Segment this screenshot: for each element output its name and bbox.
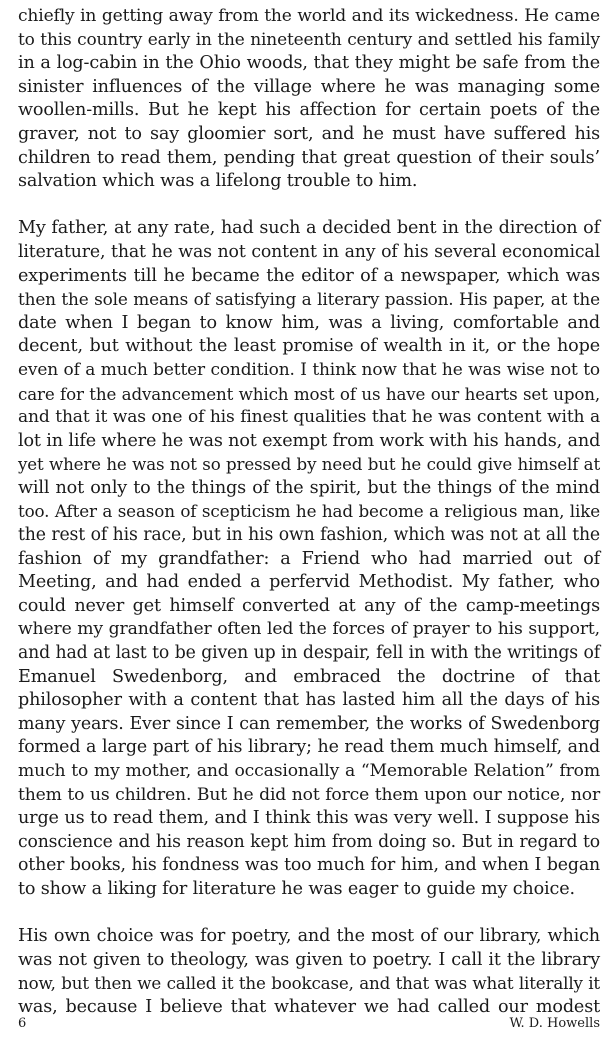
page-footer [18, 1016, 600, 1032]
text-line: was, because I believe that whatever we had called our modest [18, 996, 600, 1017]
text-line: formed a large part of his library; he read them much himself, and [18, 737, 600, 758]
text-line: was not given to theology, was given to poetry. I call it the library [18, 949, 600, 970]
text-line: decent, but without the least promise of wealth in it, or the hope [18, 336, 600, 357]
text-line: Emanuel Swedenborg, and embraced the doctrine of that [18, 666, 600, 687]
text-line: care for the advancement which most of us have our hearts set upon, [18, 384, 600, 404]
text-line: to show a liking for literature he was eager to guide my choice. [18, 878, 575, 899]
paragraph-gap [18, 194, 600, 218]
text-line: and that it was one of his finest qualities that he was content with a [18, 407, 600, 428]
text-line: urge us to read them, and I think this was very well. I suppose his [18, 808, 600, 829]
page-number: 6 [18, 1016, 27, 1031]
text-line: chiefly in getting away from the world and its wickedness. He came [18, 6, 600, 26]
text-line: sinister influences of the village where he was managing some [18, 76, 600, 97]
text-line: in a log-cabin in the Ohio woods, that they might be safe from the [18, 53, 600, 74]
text-line: woollen-mills. But he kept his affection for certain poets of the [18, 100, 600, 121]
text-line: could never get himself converted at any of the camp-meetings [18, 595, 600, 616]
running-author: W. D. Howells [509, 1016, 600, 1031]
text-line: yet where he was not so pressed by need but he could give himself at [18, 455, 600, 475]
page-body [18, 5, 600, 1020]
text-line: even of a much better condition. I think now that he was wise not to [18, 359, 600, 380]
text-line: philosopher with a content that has lasted him all the days of his [18, 690, 600, 711]
text-line: Meeting, and had ended a perfervid Methodist. My father, who [18, 572, 600, 593]
text-line: too. After a season of scepticism he had become a religious man, like [18, 501, 600, 522]
text-line: now, but then we called it the bookcase, and that was what literally it [18, 974, 600, 994]
text-line: other books, his fondness was too much for him, and when I began [18, 855, 600, 876]
text-line: to this country early in the nineteenth century and settled his family [18, 29, 600, 50]
text-line: fashion of my grandfather: a Friend who had married out of [18, 548, 600, 569]
text-line: lot in life where he was not exempt from work with his hands, and [18, 430, 601, 451]
text-line: where my grandfather often led the forces of prayer to his support, [18, 619, 600, 640]
text-line: much to my mother, and occasionally a “Memorable Relation” from [18, 761, 600, 781]
text-line: date when I began to know him, was a living, comfortable and [18, 312, 600, 333]
paragraph-2 [18, 217, 600, 901]
text-line: salvation which was a lifelong trouble to him. [18, 171, 418, 192]
text-line: His own choice was for poetry, and the most of our library, which [18, 926, 600, 947]
paragraph-3 [18, 925, 600, 1019]
text-line: children to read them, pending that great question of their souls’ [18, 147, 600, 168]
text-line: My father, at any rate, had such a decided bent in the direction of [18, 218, 600, 239]
text-line: will not only to the things of the spirit, but the things of the mind [18, 477, 600, 498]
paragraph-gap [18, 902, 600, 926]
text-line: conscience and his reason kept him from doing so. But in regard to [18, 831, 600, 852]
text-line: then the sole means of satisfying a literary passion. His paper, at the [18, 289, 600, 310]
text-line: graver, not to say gloomier sort, and he must have suffered his [18, 123, 600, 144]
paragraph-1 [18, 5, 600, 194]
text-line: them to us children. But he did not force them upon our notice, nor [18, 784, 600, 805]
text-line: experiments till he became the editor of a newspaper, which was [18, 265, 600, 286]
text-line: the rest of his race, but in his own fashion, which was not at all the [18, 525, 600, 546]
text-line: literature, that he was not content in any of his several economical [18, 241, 600, 262]
text-line: and had at last to be given up in despair, fell in with the writings of [18, 643, 600, 664]
text-line: many years. Ever since I can remember, the works of Swedenborg [18, 713, 600, 734]
